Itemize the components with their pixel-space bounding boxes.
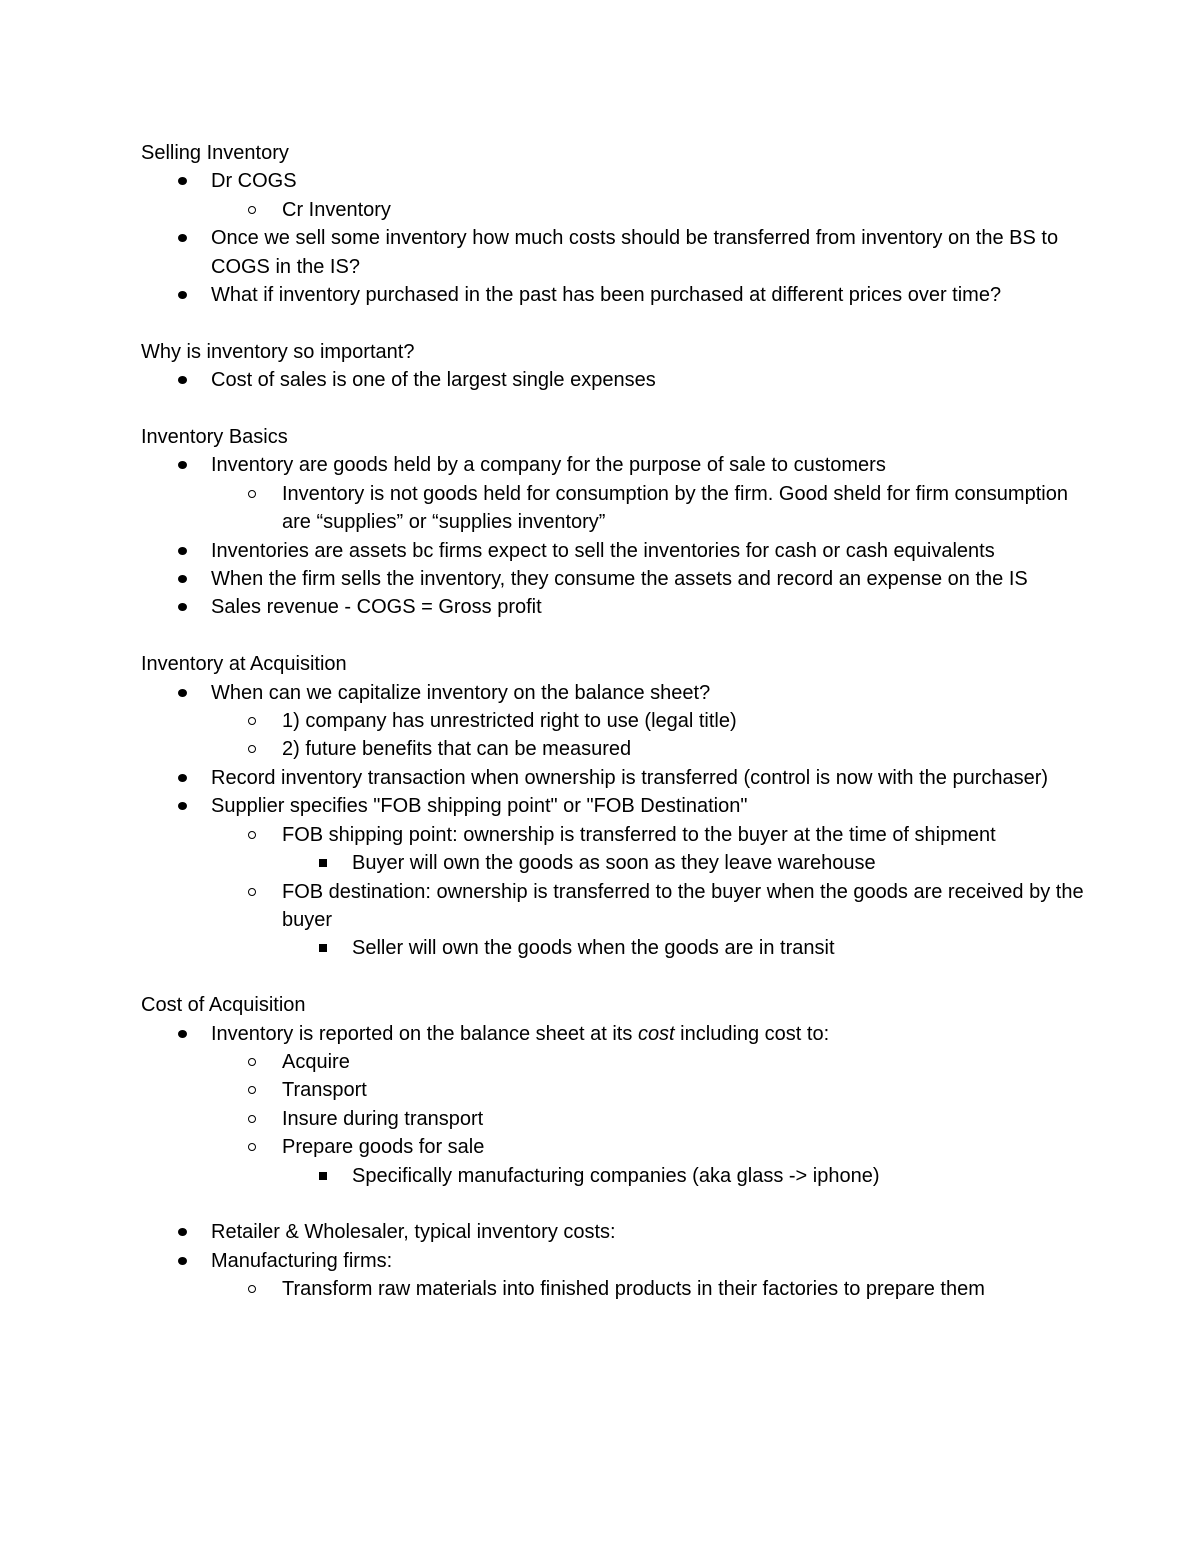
- section-heading-inventory-at-acquisition: Inventory at Acquisition: [141, 653, 347, 676]
- bullet-item: [141, 366, 1101, 394]
- bullet-disc-icon: [178, 547, 187, 555]
- bullet-text: Acquire: [282, 1050, 350, 1073]
- section-heading-selling-inventory: Selling Inventory: [141, 142, 289, 164]
- bullet-disc-icon: [178, 177, 187, 185]
- bullet-item: [141, 792, 1101, 820]
- bullet-item: [141, 1105, 1101, 1133]
- bullet-item: [141, 1048, 1101, 1076]
- bullet-item: [141, 196, 1101, 224]
- bullet-circle-icon: [248, 1143, 256, 1151]
- bullet-item: [141, 1275, 1101, 1303]
- bullet-text: 1) company has unrestricted right to use (legal title): [282, 710, 737, 733]
- bullet-item: [141, 679, 1101, 707]
- bullet-text: Retailer & Wholesaler, typical inventory costs:: [211, 1221, 616, 1244]
- bullet-text: Inventory is reported on the balance sheet at its cost including cost to:: [211, 1022, 830, 1045]
- bullet-text: What if inventory purchased in the past has been purchased at different prices over time?: [211, 284, 1002, 307]
- bullet-item: [141, 821, 1101, 849]
- bullet-item: [141, 764, 1101, 792]
- bullet-text: Sales revenue - COGS = Gross profit: [211, 596, 542, 619]
- bullet-text: 2) future benefits that can be measured: [282, 738, 632, 761]
- bullet-circle-icon: [248, 717, 256, 725]
- bullet-text: Transport: [282, 1079, 367, 1102]
- bullet-text: Inventory is not goods held for consumption by the firm. Good sheld for firm consumption are “supplies” or “supplies inventory”: [282, 482, 1068, 534]
- bullet-text: Inventory are goods held by a company for the purpose of sale to customers: [211, 454, 886, 477]
- bullet-text: Buyer will own the goods as soon as they leave warehouse: [352, 852, 876, 875]
- bullet-item: [141, 451, 1101, 479]
- bullet-text: Record inventory transaction when ownership is transferred (control is now with the purchaser): [211, 766, 1049, 789]
- bullet-circle-icon: [248, 1115, 256, 1123]
- bullet-circle-icon: [248, 1086, 256, 1094]
- bullet-text: When can we capitalize inventory on the balance sheet?: [211, 681, 711, 704]
- bullet-circle-icon: [248, 831, 256, 839]
- bullet-text: Cost of sales is one of the largest single expenses: [211, 369, 656, 392]
- bullet-disc-icon: [178, 1257, 187, 1265]
- bullet-disc-icon: [178, 234, 187, 242]
- bullet-item: [141, 1020, 1101, 1048]
- bullet-circle-icon: [248, 206, 256, 214]
- bullet-text: Manufacturing firms:: [211, 1249, 393, 1272]
- bullet-disc-icon: [178, 461, 187, 469]
- bullet-item: [141, 537, 1101, 565]
- bullet-text: FOB destination: ownership is transferred to the buyer when the goods are received by the buyer: [282, 880, 1084, 931]
- bullet-item: [141, 849, 1101, 877]
- bullet-circle-icon: [248, 1058, 256, 1066]
- bullet-circle-icon: [248, 888, 256, 896]
- bullet-text: Supplier specifies "FOB shipping point" or "FOB Destination": [211, 795, 748, 818]
- bullet-item: [141, 1247, 1101, 1275]
- bullet-item: [141, 480, 1101, 537]
- bullet-item: [141, 1076, 1101, 1104]
- bullet-disc-icon: [178, 1030, 187, 1038]
- section-heading-cost-of-acquisition: Cost of Acquisition: [141, 994, 306, 1017]
- bullet-text: Insure during transport: [282, 1107, 484, 1130]
- bullet-text: Cr Inventory: [282, 198, 391, 221]
- bullet-item: [141, 224, 1101, 281]
- bullet-text: Inventories are assets bc firms expect to sell the inventories for cash or cash equivalents: [211, 539, 995, 562]
- bullet-disc-icon: [178, 802, 187, 810]
- bullet-disc-icon: [178, 774, 187, 782]
- document-body: [141, 139, 1101, 1304]
- bullet-item: [141, 167, 1101, 195]
- bullet-item: [141, 878, 1101, 935]
- bullet-square-icon: [319, 944, 327, 952]
- bullet-item: [141, 281, 1101, 309]
- section-heading-why-important: Why is inventory so important?: [141, 340, 415, 363]
- bullet-circle-icon: [248, 1285, 256, 1293]
- bullet-disc-icon: [178, 575, 187, 583]
- bullet-text: Transform raw materials into finished products in their factories to prepare them: [282, 1278, 985, 1301]
- bullet-disc-icon: [178, 603, 187, 611]
- bullet-text: Prepare goods for sale: [282, 1136, 485, 1159]
- bullet-item: [141, 934, 1101, 962]
- bullet-circle-icon: [248, 490, 256, 498]
- bullet-item: [141, 565, 1101, 593]
- bullet-text: Once we sell some inventory how much costs should be transferred from inventory on the BS to COGS in the IS?: [211, 227, 1059, 278]
- bullet-item: [141, 593, 1101, 621]
- bullet-text: Seller will own the goods when the goods are in transit: [352, 937, 835, 960]
- bullet-item: [141, 1133, 1101, 1161]
- section-heading-inventory-basics: Inventory Basics: [141, 426, 288, 449]
- bullet-item: [141, 1162, 1101, 1190]
- bullet-square-icon: [319, 1172, 327, 1180]
- bullet-disc-icon: [178, 1228, 187, 1236]
- bullet-text: Specifically manufacturing companies (aka glass -> iphone): [352, 1164, 880, 1187]
- bullet-text: When the firm sells the inventory, they consume the assets and record an expense on the IS: [211, 568, 1028, 591]
- bullet-disc-icon: [178, 376, 187, 384]
- bullet-item: [141, 707, 1101, 735]
- bullet-item: [141, 735, 1101, 763]
- bullet-square-icon: [319, 859, 327, 867]
- bullet-disc-icon: [178, 291, 187, 299]
- bullet-circle-icon: [248, 745, 256, 753]
- bullet-text: FOB shipping point: ownership is transferred to the buyer at the time of shipment: [282, 823, 996, 846]
- bullet-text: Dr COGS: [211, 170, 297, 193]
- bullet-item: [141, 1218, 1101, 1246]
- bullet-disc-icon: [178, 689, 187, 697]
